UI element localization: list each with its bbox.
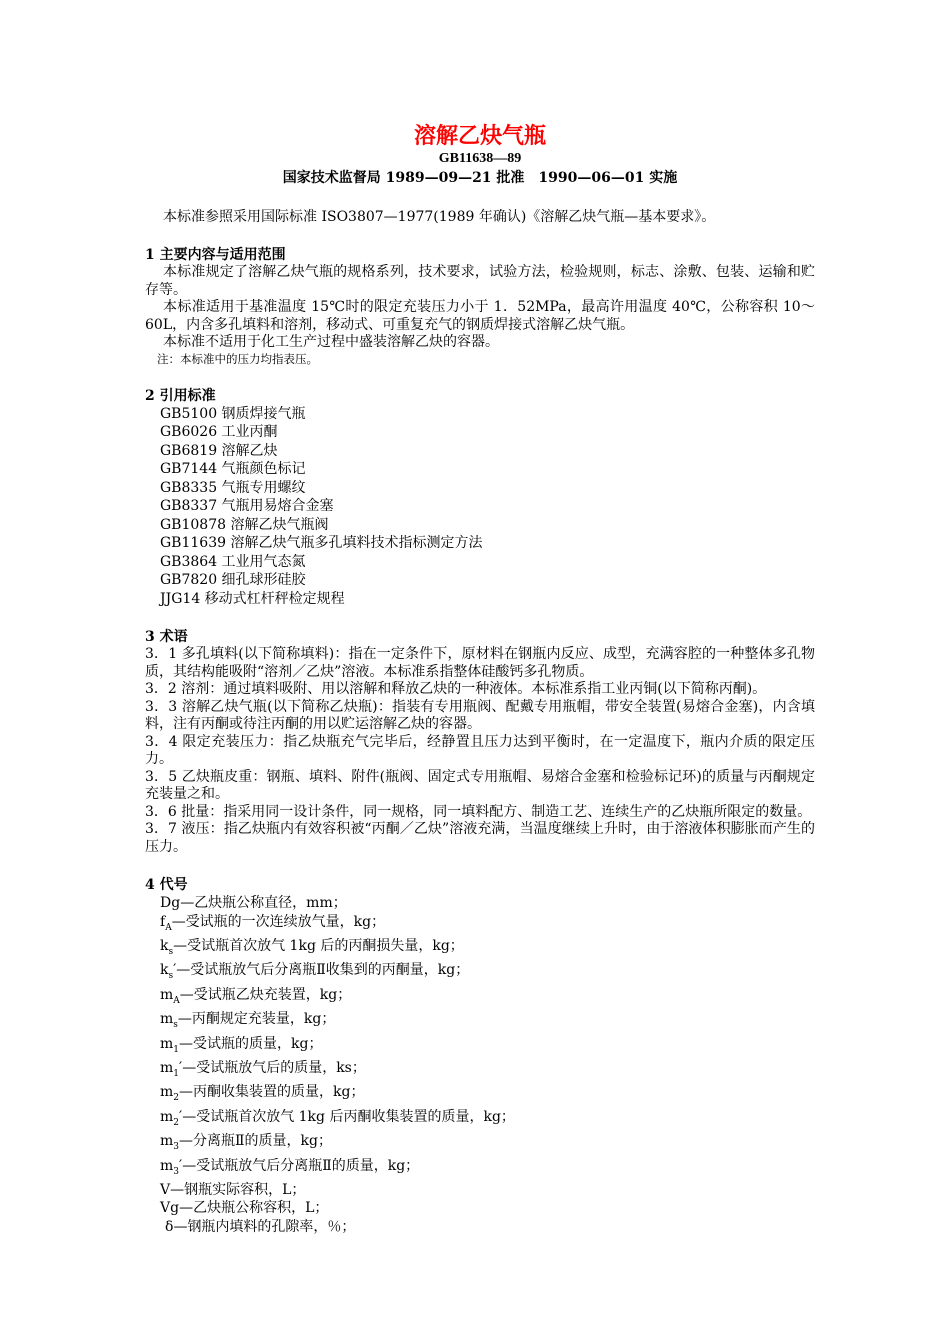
term-definition: 3．5 乙炔瓶皮重：钢瓶、填料、附件(瓶阀、固定式专用瓶帽、易熔合金塞和检验标记环)的质量与丙酮规定充装量之和。	[145, 768, 815, 802]
section-1-note: 注：本标准中的压力均指表压。	[157, 351, 318, 366]
symbol-subscript: 2	[173, 1117, 180, 1128]
term-definition: 3．1 多孔填料(以下简称填料)：指在一定条件下，原材料在钢瓶内反应、成型，充满容腔的一种整体多孔物质，其结构能吸附“溶剂／乙炔”溶液。本标准系指整体硅酸钙多孔物质。	[145, 646, 815, 680]
symbol-base: Dg	[160, 895, 181, 911]
symbol-description: —钢瓶实际容积，L；	[170, 1181, 306, 1198]
approval-line: 国家技术监督局 1989—09—21 批准 1990—06—01 实施	[282, 170, 678, 186]
symbol-subscript: 1	[173, 1068, 180, 1079]
symbol-subscript: 3	[173, 1166, 180, 1177]
symbol-description: —受试瓶首次放气 1kg 后的丙酮损失量，kg；	[173, 937, 464, 954]
symbol-base: k	[160, 937, 169, 954]
section-4-heading: 4 代号	[145, 877, 188, 893]
symbol-subscript: A	[165, 922, 172, 933]
symbol-definition	[145, 1132, 815, 1156]
symbol-subscript: s	[168, 971, 174, 982]
symbol-description: —钢瓶内填料的孔隙率，％；	[173, 1219, 356, 1236]
symbol-description: —乙炔瓶公称直径，mm；	[180, 895, 347, 911]
reference-list	[145, 405, 815, 609]
symbol-base: Vg	[160, 1200, 180, 1217]
symbol-base: f	[160, 913, 166, 930]
symbol-description: —乙炔瓶公称容积，L；	[179, 1200, 329, 1217]
term-definition: 3．2 溶剂：通过填料吸附、用以溶解和释放乙炔的一种液体。本标准系指工业丙铜(以下简称丙酮)。	[145, 681, 767, 697]
symbol-definition	[145, 1181, 815, 1200]
section-3-heading: 3 术语	[145, 629, 188, 645]
symbol-base: m	[160, 1157, 174, 1174]
symbol-definition	[145, 986, 815, 1010]
symbol-definition	[145, 1199, 815, 1218]
standard-code: GB11638—89	[438, 151, 522, 166]
reference-item: GB6026 工业丙酮	[160, 424, 278, 440]
symbol-description: —受试瓶首次放气 1kg 后丙酮收集装置的质量，kg；	[182, 1108, 515, 1125]
symbol-base: V	[160, 1181, 171, 1198]
symbol-definition	[145, 937, 815, 961]
symbol-prime: ′	[179, 1108, 183, 1125]
term-definition: 3．7 液压：指乙炔瓶内有效容积被“丙酮／乙炔”溶液充满，当温度继续上升时，由于溶液体积膨胀而产生的压力。	[145, 821, 815, 855]
symbol-base: m	[160, 1133, 174, 1150]
symbol-definition	[145, 1035, 815, 1059]
symbol-definition	[145, 1083, 815, 1107]
terms-list	[145, 646, 815, 856]
symbol-description: —受试瓶的质量，kg；	[179, 1035, 323, 1052]
symbol-subscript: 1	[173, 1044, 180, 1055]
symbol-description: —受试瓶乙炔充装置，kg；	[179, 986, 352, 1003]
symbol-subscript: s	[168, 946, 174, 957]
term-definition: 3．6 批量：指采用同一设计条件，同一规格，同一填料配方、制造工艺、连续生产的乙炔瓶所限定的数量。	[145, 803, 812, 820]
reference-item: GB5100 钢质焊接气瓶	[160, 405, 306, 422]
symbol-base: m	[160, 1084, 174, 1101]
symbol-definition	[145, 1010, 815, 1034]
reference-item: JJG14 移动式杠杆秤检定规程	[160, 590, 345, 607]
symbol-prime: ′	[179, 1157, 183, 1174]
reference-item: GB6819 溶解乙炔	[160, 442, 278, 459]
section-1-paragraph-3: 本标准不适用于化工生产过程中盛装溶解乙炔的容器。	[163, 334, 499, 350]
term-definition: 3．4 限定充装压力：指乙炔瓶充气完毕后，经静置且压力达到平衡时，在一定温度下，瓶内介质的限定压力。	[145, 733, 815, 767]
symbols-list	[145, 894, 815, 1237]
intro-paragraph: 本标准参照采用国际标准 ISO3807—1977(1989 年确认)《溶解乙炔气瓶—基本要求》。	[163, 209, 716, 225]
section-1-paragraph-2: 本标准适用于基准温度 15℃时的限定充装压力小于 1．52MPa，最高许用温度 40℃，公称容积 10～60L，内含多孔填料和溶剂，移动式、可重复充气的钢质焊接式溶解乙炔气瓶。	[145, 299, 815, 333]
symbol-definition	[145, 1108, 815, 1132]
symbol-subscript: A	[173, 995, 180, 1006]
symbol-subscript: s	[173, 1019, 178, 1030]
reference-item: GB11639 溶解乙炔气瓶多孔填料技术指标测定方法	[160, 535, 483, 551]
symbol-definition	[145, 961, 815, 985]
reference-item: GB7144 气瓶颜色标记	[160, 461, 306, 477]
symbol-base: δ	[165, 1219, 174, 1236]
symbol-definition	[145, 1218, 815, 1237]
term-definition: 3．3 溶解乙炔气瓶(以下简称乙炔瓶)：指装有专用瓶阀、配戴专用瓶帽，带安全装置(易熔合金塞)，内含填料，注有丙酮或待注丙酮的用以贮运溶解乙炔的容器。	[145, 698, 815, 732]
symbol-description: —分离瓶Ⅱ的质量，kg；	[179, 1133, 332, 1150]
symbol-prime: ′	[173, 962, 177, 979]
reference-item: GB7820 细孔球形硅胶	[160, 572, 306, 588]
section-1-heading: 1 主要内容与适用范围	[145, 247, 286, 263]
symbol-base: m	[160, 1059, 174, 1076]
symbol-base: m	[160, 1108, 174, 1125]
section-2-heading: 2 引用标准	[145, 387, 216, 404]
symbol-definition	[145, 1157, 815, 1181]
symbol-description: —丙酮规定充装量，kg；	[177, 1011, 336, 1028]
document-body	[145, 122, 815, 1237]
symbol-base: m	[160, 1035, 174, 1052]
symbol-definition	[145, 894, 815, 913]
symbol-definition	[145, 1059, 815, 1083]
symbol-prime: ′	[179, 1059, 183, 1076]
symbol-description: —受试瓶的一次连续放气量，kg；	[171, 913, 386, 930]
symbol-description: —受试瓶放气后分离瓶Ⅱ的质量，kg；	[182, 1157, 420, 1174]
document-title: 溶解乙炔气瓶	[413, 123, 546, 149]
reference-item: GB8335 气瓶专用螺纹	[160, 479, 306, 496]
reference-item: GB8337 气瓶用易熔合金塞	[160, 498, 334, 514]
symbol-subscript: 2	[173, 1093, 180, 1104]
reference-item: GB3864 工业用气态氮	[160, 553, 306, 570]
reference-item: GB10878 溶解乙炔气瓶阀	[160, 516, 329, 533]
symbol-subscript: 3	[173, 1141, 180, 1152]
symbol-description: —受试瓶放气后分离瓶Ⅱ收集到的丙酮量，kg；	[176, 962, 470, 979]
symbol-definition	[145, 913, 815, 937]
symbol-description: —丙酮收集装置的质量，kg；	[179, 1084, 365, 1101]
symbol-base: k	[160, 962, 169, 979]
symbol-base: m	[160, 986, 174, 1003]
symbol-description: —受试瓶放气后的质量，ks；	[182, 1059, 366, 1076]
symbol-base: m	[160, 1011, 174, 1028]
section-1-paragraph-1: 本标准规定了溶解乙炔气瓶的规格系列，技术要求，试验方法，检验规则，标志、涂敷、包装、运输和贮存等。	[145, 264, 815, 298]
